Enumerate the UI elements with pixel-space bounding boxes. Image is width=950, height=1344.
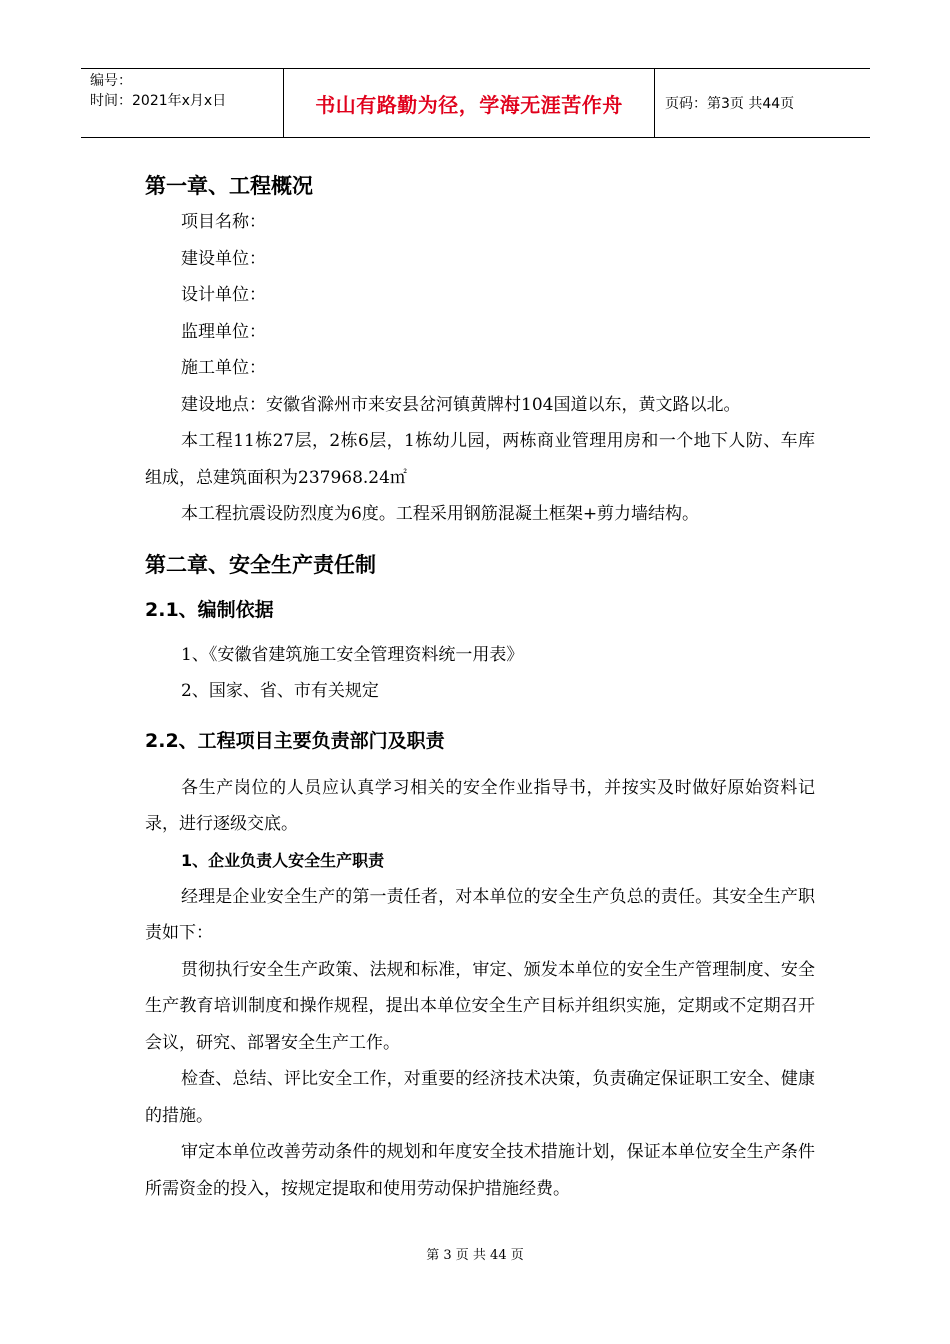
project-summary: 本工程11栋27层，2栋6层，1栋幼儿园，两栋商业管理用房和一个地下人防、车库组成，总建筑面积为237968.24㎡ — [145, 431, 815, 488]
section-2-2-title: 2.2、工程项目主要负责部门及职责 — [145, 729, 445, 752]
basis-item-1: 1、《安徽省建筑施工安全管理资料统一用表》 — [181, 644, 524, 665]
duty-paragraph-2: 贯彻执行安全生产政策、法规和标准，审定、颁发本单位的安全生产管理制度、安全生产教育培训制度和操作规程，提出本单位安全生产目标并组织实施，定期或不定期召开会议，研究、部署安全生产工作。 — [145, 959, 815, 1053]
section-2-1-title: 2.1、编制依据 — [145, 598, 274, 621]
duty-paragraph-4: 审定本单位改善劳动条件的规划和年度安全技术措施计划，保证本单位安全生产条件所需资金的投入，按规定提取和使用劳动保护措施经费。 — [145, 1142, 815, 1199]
motto: 书山有路勤为径，学海无涯苦作舟 — [283, 69, 655, 137]
header-left-cell — [81, 69, 283, 137]
seismic-info: 本工程抗震设防烈度为6度。工程采用钢筋混凝土框架+剪力墙结构。 — [181, 504, 700, 524]
duty-paragraph-3: 检查、总结、评比安全工作，对重要的经济技术决策，负责确定保证职工安全、健康的措施。 — [145, 1069, 815, 1126]
basis-item-2: 2、国家、省、市有关规定 — [181, 681, 379, 701]
field-project-name: 项目名称： — [181, 212, 266, 232]
page-footer: 第 3 页 共 44 页 — [426, 1248, 524, 1263]
chapter1-title: 第一章、工程概况 — [145, 174, 313, 198]
sub1-title: 1、企业负责人安全生产职责 — [181, 850, 385, 870]
field-designer: 设计单位： — [181, 285, 266, 305]
section-2-2-intro: 各生产岗位的人员应认真学习相关的安全作业指导书，并按实及时做好原始资料记录，进行逐级交底。 — [145, 777, 815, 834]
document-body — [145, 168, 815, 1207]
code-label: 编号： — [90, 73, 132, 89]
field-location: 建设地点：安徽省滁州市来安县岔河镇黄牌村104国道以东，黄文路以北。 — [181, 394, 741, 415]
chapter2-title: 第二章、安全生产责任制 — [145, 552, 376, 577]
field-builder: 建设单位： — [181, 248, 266, 269]
duty-paragraph-1: 经理是企业安全生产的第一责任者，对本单位的安全生产负总的责任。其安全生产职责如下： — [145, 886, 815, 943]
page-info: 页码：第3页 共44页 — [665, 96, 795, 112]
field-supervisor: 监理单位： — [181, 321, 266, 342]
header-table — [81, 68, 870, 138]
field-contractor: 施工单位： — [181, 358, 266, 378]
time-label: 时间：2021年x月x日 — [90, 93, 227, 109]
